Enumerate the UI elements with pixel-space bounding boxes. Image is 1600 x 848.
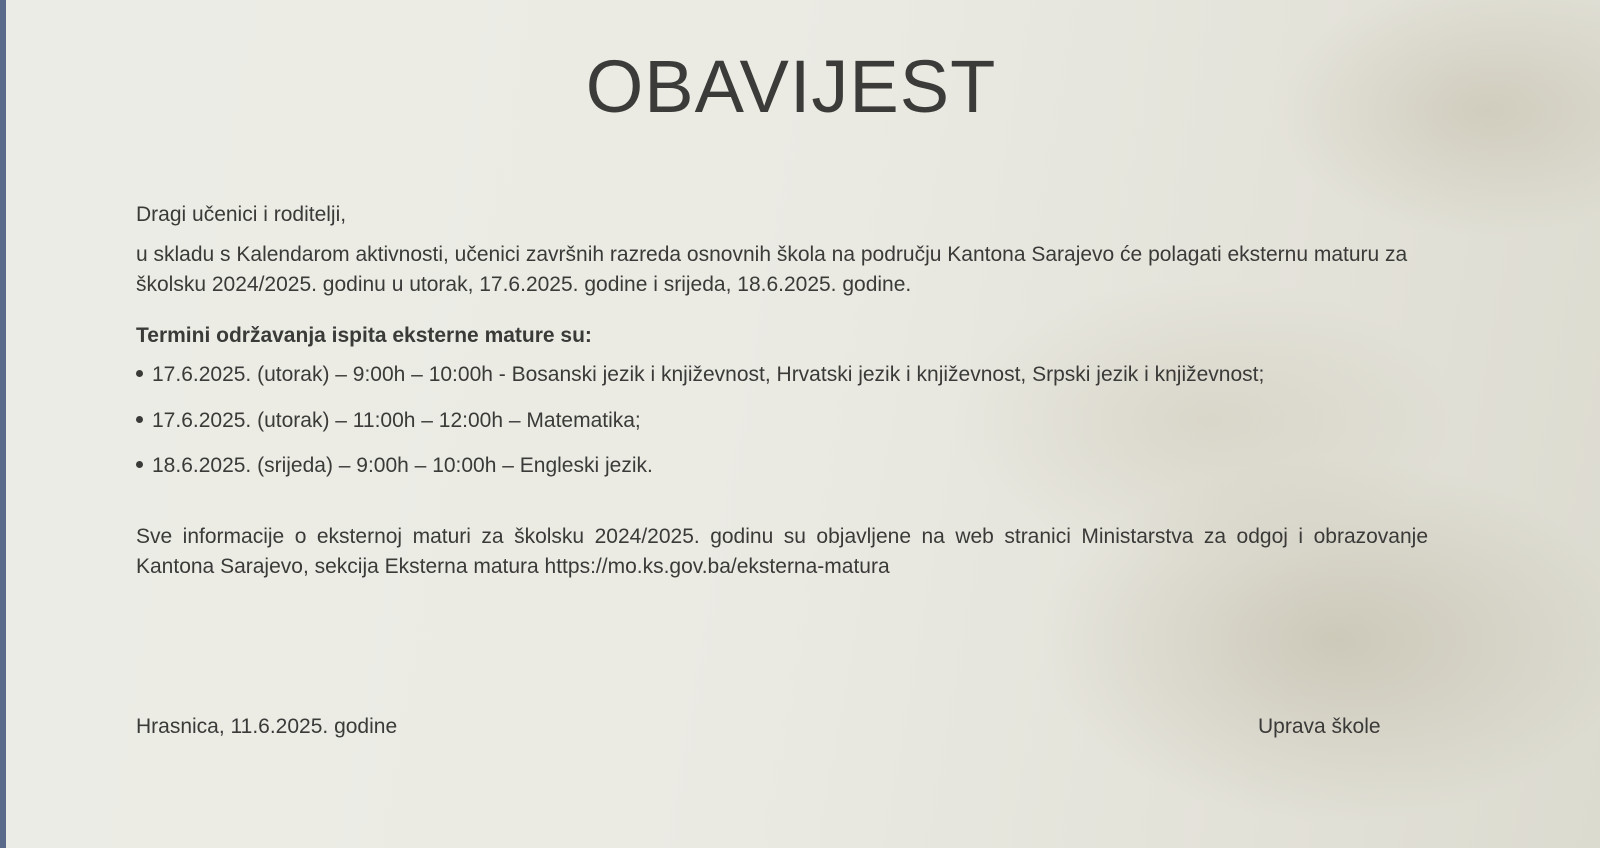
schedule-item-text: 18.6.2025. (srijeda) – 9:00h – 10:00h – Engleski jezik. <box>152 454 653 477</box>
bullet-icon <box>136 461 143 468</box>
terms-heading: Termini održavanja ispita eksterne mature su: <box>136 324 592 347</box>
schedule-item <box>136 406 641 436</box>
info-paragraph: Sve informacije o eksternoj maturi za školsku 2024/2025. godinu su objavljene na web stranici Ministarstva za odgoj i obrazovanje Kantona Sarajevo, sekcija Eksterna matura https://mo.ks.gov.ba/eksterna-matura <box>136 525 1428 578</box>
bullet-icon <box>136 416 143 423</box>
bullet-icon <box>136 370 143 377</box>
schedule-item <box>136 451 653 481</box>
greeting: Dragi učenici i roditelji, <box>136 203 347 226</box>
notice-title: OBAVIJEST <box>585 45 997 128</box>
notice-paper <box>6 0 1600 848</box>
place-date: Hrasnica, 11.6.2025. godine <box>136 715 398 738</box>
schedule-item-text: 17.6.2025. (utorak) – 9:00h – 10:00h - Bosanski jezik i književnost, Hrvatski jezik i književnost, Srpski jezik i književnost; <box>152 363 1265 386</box>
schedule-item-text: 17.6.2025. (utorak) – 11:00h – 12:00h – Matematika; <box>152 409 641 432</box>
intro-paragraph: u skladu s Kalendarom aktivnosti, učenici završnih razreda osnovnih škola na području Kantona Sarajevo će polagati eksternu maturu za školsku 2024/2025. godinu u utorak, 17.6.2025. godine i srijeda, 18.6.2025. godine. <box>136 243 1408 296</box>
signature: Uprava škole <box>1258 715 1381 738</box>
schedule-item <box>136 360 1264 390</box>
